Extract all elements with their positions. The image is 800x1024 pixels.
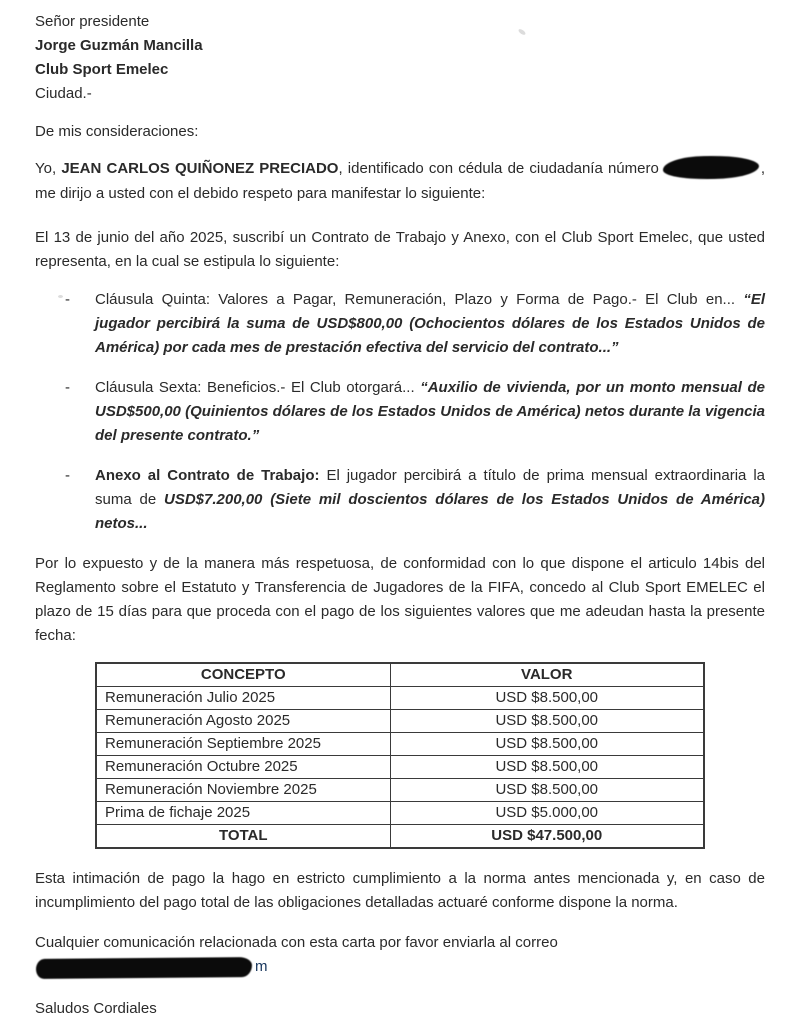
table-row — [96, 710, 704, 733]
clause-sexta — [95, 376, 765, 448]
intro-post: , me dirijo a usted con el debido respeto para manifestar lo siguiente: — [35, 159, 765, 202]
value-cell: USD $8.500,00 — [390, 779, 704, 802]
clause-anexo-title: Anexo al Contrato de Trabajo: — [95, 467, 327, 484]
total-label: TOTAL — [96, 825, 390, 849]
contact-text: Cualquier comunicación relacionada con esta carta por favor enviarla al correo — [35, 934, 558, 951]
table-row — [96, 687, 704, 710]
demand-paragraph: Por lo expuesto y de la manera más respetuosa, de conformidad con lo que dispone el articulo 14bis del Reglamento sobre el Estatuto y Transferencia de Jugadores de la FIFA, concedo al Club Sport EMELEC el plazo de 15 días para que proceda con el pago de los siguientes valores que me adeudan hasta la presente fecha: — [35, 555, 765, 644]
recipient-name: Jorge Guzmán Mancilla — [35, 37, 203, 54]
compliance-paragraph: Esta intimación de pago la hago en estricto cumplimiento a la norma antes mencionada y, en caso de incumplimiento del pago total de las obligaciones detalladas actuaré conforme dispone la norma. — [35, 870, 765, 911]
clause-sexta-lead: Cláusula Sexta: Beneficios.- El Club otorgará... — [95, 379, 421, 396]
list-item — [65, 464, 765, 536]
value-cell: USD $5.000,00 — [390, 802, 704, 825]
recipient-block — [35, 10, 765, 106]
cedula-redaction — [663, 155, 759, 179]
intro-mid: , identificado con cédula de ciudadanía número — [338, 159, 659, 177]
table-header-row — [96, 663, 704, 687]
bullet-marker: - — [65, 379, 70, 396]
clause-anexo-lead: El jugador percibirá a título de prima mensual extraordinaria la suma de — [95, 467, 765, 508]
concept-cell: Prima de fichaje 2025 — [96, 802, 390, 825]
email-visible-suffix: m — [255, 958, 268, 975]
value-cell: USD $8.500,00 — [390, 733, 704, 756]
table-row — [96, 779, 704, 802]
contact-paragraph — [35, 931, 765, 979]
clause-quinta-lead: Cláusula Quinta: Valores a Pagar, Remuneración, Plazo y Forma de Pago.- El Club en... — [95, 291, 744, 308]
list-item — [65, 376, 765, 448]
concept-cell: Remuneración Noviembre 2025 — [96, 779, 390, 802]
intro-paragraph — [35, 156, 765, 206]
clause-sexta-quote: “Auxilio de vivienda, por un monto mensual de USD$500,00 (Quinientos dólares de los Estados Unidos de América) netos durante la vigencia del presente contrato.” — [95, 379, 766, 444]
clause-quinta — [95, 288, 765, 360]
clause-quinta-quote: “El jugador percibirá la suma de USD$800,00 (Ochocientos dólares de los Estados Unidos de América) por cada mes de prestación efectiva del servicio del contrato...” — [95, 291, 765, 356]
header-concepto: CONCEPTO — [96, 663, 390, 687]
table-row — [96, 802, 704, 825]
closing-line: Saludos Cordiales — [35, 1000, 157, 1017]
clause-anexo — [95, 464, 765, 536]
list-item — [65, 288, 765, 360]
concept-cell: Remuneración Agosto 2025 — [96, 710, 390, 733]
payment-table — [95, 662, 705, 849]
table-total-row — [96, 825, 704, 849]
bullet-marker: - — [65, 291, 70, 308]
table-row — [96, 756, 704, 779]
total-value: USD $47.500,00 — [390, 825, 704, 849]
email-redaction — [36, 957, 252, 979]
concept-cell: Remuneración Julio 2025 — [96, 687, 390, 710]
recipient-title: Señor presidente — [35, 13, 150, 30]
player-name: JEAN CARLOS QUIÑONEZ PRECIADO — [61, 159, 339, 177]
contract-paragraph: El 13 de junio del año 2025, suscribí un Contrato de Trabajo y Anexo, con el Club Sport Emelec, que usted representa, en la cual se estipula lo siguiente: — [35, 229, 765, 270]
value-cell: USD $8.500,00 — [390, 687, 704, 710]
concept-cell: Remuneración Septiembre 2025 — [96, 733, 390, 756]
salutation: De mis consideraciones: — [35, 123, 199, 140]
header-valor: VALOR — [390, 663, 704, 687]
clause-anexo-quote: USD$7.200,00 (Siete mil doscientos dólares de los Estados Unidos de América) netos... — [95, 491, 766, 532]
table-row — [96, 733, 704, 756]
value-cell: USD $8.500,00 — [390, 756, 704, 779]
intro-pre: Yo, — [35, 159, 62, 177]
scan-smudge — [58, 295, 63, 298]
value-cell: USD $8.500,00 — [390, 710, 704, 733]
recipient-club: Club Sport Emelec — [35, 61, 169, 78]
recipient-city: Ciudad.- — [35, 85, 92, 102]
bullet-marker: - — [65, 467, 70, 484]
concept-cell: Remuneración Octubre 2025 — [96, 756, 390, 779]
clauses-list — [35, 288, 765, 536]
